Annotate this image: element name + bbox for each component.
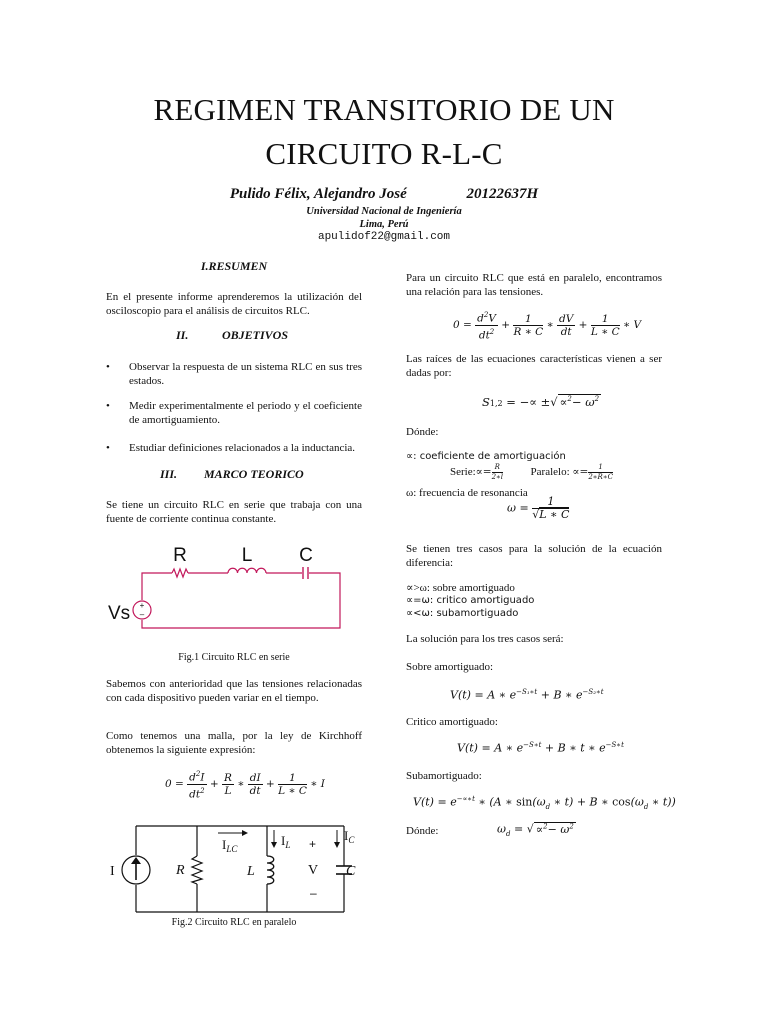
sub-label: Subamortiguado: bbox=[406, 770, 482, 782]
title-line-1: REGIMEN TRANSITORIO DE UN bbox=[153, 92, 615, 127]
capacitor-icon bbox=[303, 567, 308, 579]
current-arrow-icon bbox=[334, 830, 340, 848]
bullet-item bbox=[106, 441, 362, 457]
p-tensiones: Sabemos con anterioridad que las tensiones relacionadas con cada dispositivo pueden variar en el tiempo. bbox=[106, 678, 362, 704]
bullet-icon: • bbox=[106, 442, 110, 454]
inductor-icon bbox=[228, 568, 266, 573]
inductor-icon bbox=[267, 856, 274, 884]
svg-text:+: + bbox=[139, 601, 145, 610]
fig1-source-label: Vs bbox=[108, 603, 131, 624]
donde-1: Dónde: bbox=[406, 426, 439, 438]
sub-equation: $V(t) = e^{-\propto∗t}$ ∗ (A ∗ $\sin(\omega_d$ ∗ t) + B ∗ $\cos(\omega_d$ ∗ t)) bbox=[413, 795, 676, 811]
omega-equation: ω = $\frac{1}{√L ∗ C}$ bbox=[507, 495, 570, 521]
alpha-definition: ∝: coeficiente de amortiguación bbox=[406, 451, 566, 462]
university: Universidad Nacional de Ingeniería bbox=[306, 206, 462, 217]
fig2-r-label: R bbox=[176, 863, 185, 878]
serie-label: Serie: bbox=[450, 466, 476, 479]
resistor-icon bbox=[192, 856, 202, 884]
donde-2: Dónde: bbox=[406, 825, 439, 837]
current-arrow-icon bbox=[271, 830, 277, 848]
email: apulidof22@gmail.com bbox=[317, 231, 451, 243]
location: Lima, Perú bbox=[359, 219, 409, 230]
fig2-ilc-label: $I_{LC}$ bbox=[222, 837, 238, 854]
sobre-equation: V(t) = A ∗ $e^{-S_1∗t} + B$ ∗ $e^{-S_2∗t}$ bbox=[450, 688, 604, 702]
fig2-i-label: I bbox=[110, 864, 115, 879]
fig1-r-label: R bbox=[173, 545, 187, 566]
current-arrow-icon bbox=[218, 830, 248, 836]
bullet-icon: • bbox=[106, 400, 110, 412]
fig2-plus-label: + bbox=[309, 837, 317, 851]
series-rlc-diagram bbox=[106, 540, 356, 640]
parallel-rlc-diagram bbox=[106, 820, 368, 920]
parallel-equation: 0 = $\frac{d^2V}{dt^2}$ + $\frac{1}{R ∗ C}$ ∗ $\frac{dV}{dt}$ + $\frac{1}{L ∗ C}$ ∗ V bbox=[453, 311, 642, 341]
fig2-caption: Fig.2 Circuito RLC en paralelo bbox=[171, 917, 297, 928]
caso-sobre: ∝>ω: sobre amortiguado bbox=[406, 582, 515, 594]
critico-label: Critico amortiguado: bbox=[406, 716, 498, 728]
caso-critico: ∝=ω: critico amortiguado bbox=[406, 595, 535, 606]
student-id: 20122637H bbox=[466, 186, 539, 202]
objetivos-number: II. bbox=[176, 328, 189, 342]
roots-equation: S1,2 = −∝ ±√ $\propto^2- \omega^2$ bbox=[482, 395, 600, 409]
fig2-minus-label: – bbox=[310, 886, 317, 900]
p-casos: Se tienen tres casos para la solución de la ecuación diferencia: bbox=[406, 543, 662, 569]
p-solucion: La solución para los tres casos será: bbox=[406, 633, 564, 645]
objetivos-heading: OBJETIVOS bbox=[222, 328, 289, 342]
omega-definition: ω: frecuencia de resonancia bbox=[406, 487, 528, 499]
title-line-2: CIRCUITO R-L-C bbox=[265, 136, 503, 171]
alpha-formulas: Serie:∝= $\frac{R}{2∗l}$ Paralelo: ∝= $\frac{1}{2∗R∗C}$ bbox=[450, 463, 613, 481]
series-equation: 0 = $\frac{d^2I}{dt^2}$ + $\frac{R}{L}$ ∗ $\frac{dI}{dt}$ + $\frac{1}{L ∗ C}$ ∗ I bbox=[165, 770, 325, 800]
resumen-heading: I.RESUMEN bbox=[200, 259, 268, 273]
bullet-text: Estudiar definiciones relacionados a la inductancia. bbox=[129, 442, 356, 454]
critico-equation: V(t) = A ∗ $e^{-S∗t} + B$ ∗ t ∗ $e^{-S∗t}$ bbox=[457, 741, 624, 755]
omega-d-equation: $\omega_d$ = √ $\propto^2- \omega^2$ bbox=[497, 822, 574, 838]
fig1-caption: Fig.1 Circuito RLC en serie bbox=[178, 652, 290, 663]
paper-title bbox=[0, 88, 768, 176]
bullet-item bbox=[106, 360, 362, 390]
fig2-l-label: L bbox=[247, 864, 255, 879]
p-raices: Las raíces de las ecuaciones características vienen a ser dadas por: bbox=[406, 353, 662, 379]
paralelo-label: Paralelo: bbox=[530, 466, 570, 479]
voltage-source-icon bbox=[133, 601, 151, 619]
marco-number: III. bbox=[160, 467, 178, 481]
fig2-ic-label: $I_C$ bbox=[344, 828, 355, 845]
p-paralelo: Para un circuito RLC que está en paralelo, encontramos una relación para las tensiones. bbox=[406, 272, 662, 298]
bullet-text: Observar la respuesta de un sistema RLC en sus tres estados. bbox=[129, 361, 362, 387]
fig2-il-label: $I_L$ bbox=[281, 833, 291, 850]
resumen-text: En el presente informe aprenderemos la utilización del osciloscopio para el análisis de circuitos RLC. bbox=[106, 291, 362, 317]
fig2-c-label: C bbox=[346, 864, 356, 879]
current-source-icon bbox=[122, 856, 150, 884]
resistor-icon bbox=[172, 569, 188, 577]
bullet-icon: • bbox=[106, 361, 110, 373]
svg-text:–: – bbox=[139, 610, 145, 619]
caso-sub: ∝<ω: subamortiguado bbox=[406, 608, 519, 619]
sobre-label: Sobre amortiguado: bbox=[406, 661, 494, 673]
marco-heading: MARCO TEORICO bbox=[204, 467, 304, 481]
fig1-c-label: C bbox=[299, 545, 313, 566]
bullet-item bbox=[106, 399, 362, 429]
p-kirchhoff: Como tenemos una malla, por la ley de Kirchhoff obtenemos la siguiente expresión: bbox=[106, 730, 362, 756]
fig1-l-label: L bbox=[241, 545, 253, 566]
bullet-text: Medir experimentalmente el periodo y el coeficiente de amortiguamiento. bbox=[129, 400, 362, 426]
author-name: Pulido Félix, Alejandro José bbox=[229, 186, 407, 202]
marco-text: Se tiene un circuito RLC en serie que trabaja con una fuente de corriente continua constante. bbox=[106, 499, 362, 525]
author-line bbox=[0, 186, 768, 203]
fig2-v-label: V bbox=[308, 863, 319, 878]
